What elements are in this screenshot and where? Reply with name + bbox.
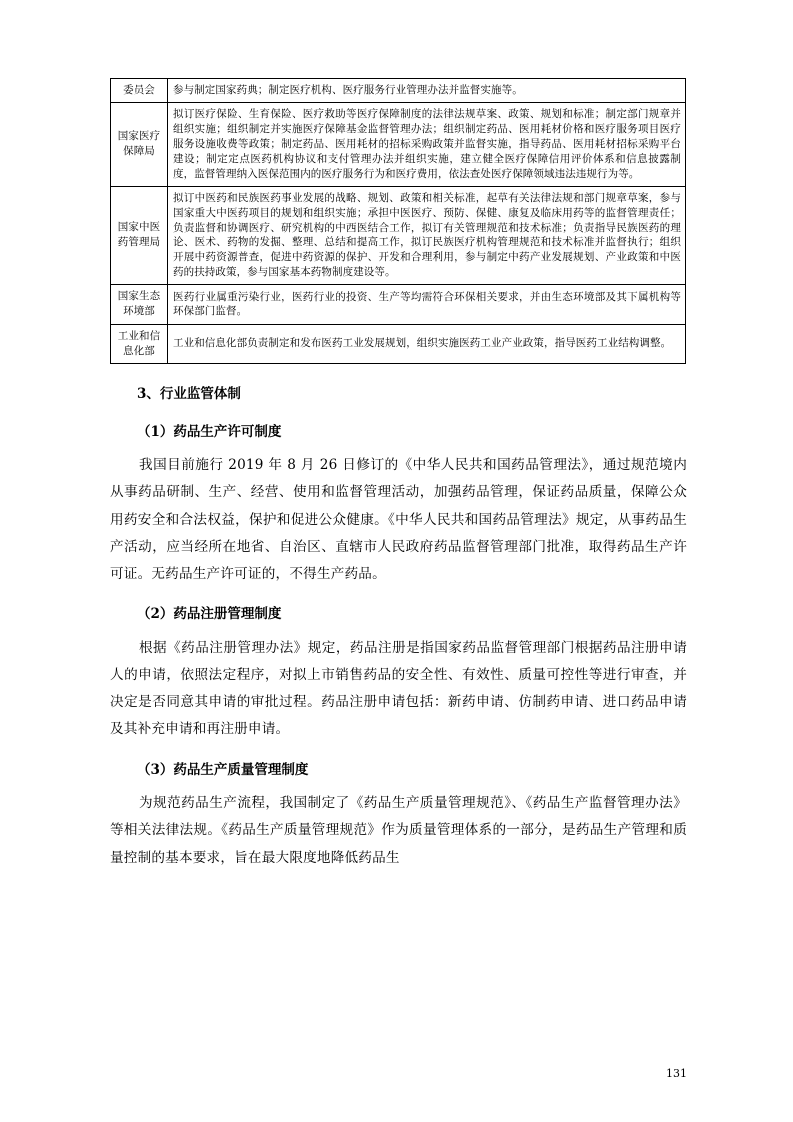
section-heading: 3、行业监管体制 — [137, 386, 241, 403]
table-cell-organization: 国家医疗保障局 — [111, 103, 168, 187]
table-cell-duty: 工业和信息化部负责制定和发布医药工业发展规划，组织实施医药工业产业政策，指导医药工业结构调整。 — [168, 324, 686, 363]
table-row — [111, 285, 686, 324]
table-row — [111, 103, 686, 187]
subsection-heading-1: （1）药品生产许可制度 — [137, 423, 282, 440]
table-cell-organization: 委员会 — [111, 79, 168, 103]
paragraph-3: 为规范药品生产流程，我国制定了《药品生产质量管理规范》、《药品生产监督管理办法》等相关法律法规。《药品生产质量管理规范》作为质量管理体系的一部分，是药品生产管理和质量控制的基本要求，旨在最大限度地降低药品生 — [110, 795, 687, 866]
table-cell-duty: 参与制定国家药典；制定医疗机构、医疗服务行业管理办法并监督实施等。 — [168, 79, 686, 103]
subsection-heading-2: （2）药品注册管理制度 — [137, 606, 282, 623]
regulatory-authorities-table — [110, 78, 686, 364]
table-cell-organization: 工业和信息化部 — [111, 324, 168, 363]
page-number: 131 — [666, 1067, 687, 1080]
table-cell-duty: 拟订中医药和民族医药事业发展的战略、规划、政策和相关标准，起草有关法律法规和部门规章草案，参与国家重大中医药项目的规划和组织实施；承担中医医疗、预防、保健、康复及临床用药等的监督管理责任；负责监督和协调医疗、研究机构的中西医结合工作，拟订有关管理规范和技术标准；负责指导民族医药的理论、医术、药物的发掘、整理、总结和提高工作，拟订民族医疗机构管理规范和技术标准并监督执行；组织开展中药资源普查，促进中药资源的保护、开发和合理利用，参与制定中药产业发展规划、产业政策和中医药的扶持政策，参与国家基本药物制度建设等。 — [168, 186, 686, 284]
paragraph-1: 我国目前施行 2019 年 8 月 26 日修订的《中华人民共和国药品管理法》，通过规范境内从事药品研制、生产、经营、使用和监督管理活动，加强药品管理，保证药品质量，保障公众用药安全和合法权益，保护和促进公众健康。《中华人民共和国药品管理法》规定，从事药品生产活动，应当经所在地省、自治区、直辖市人民政府药品监督管理部门批准，取得药品生产许可证。无药品生产许可证的，不得生产药品。 — [110, 457, 687, 582]
table-cell-organization: 国家中医药管理局 — [111, 186, 168, 284]
table-body — [111, 79, 686, 364]
table-cell-duty: 拟订医疗保险、生育保险、医疗救助等医疗保障制度的法律法规草案、政策、规划和标准；制定部门规章并组织实施；组织制定并实施医疗保障基金监督管理办法；组织制定药品、医用耗材价格和医疗服务项目医疗服务设施收费等政策；制定药品、医用耗材的招标采购政策并监督实施，指导药品、医用耗材招标采购平台建设；制定定点医药机构协议和支付管理办法并组织实施，建立健全医疗保障信用评价体系和信息披露制度，监督管理纳入医保范围内的医疗服务行为和医疗费用，依法查处医疗保障领域违法违规行为等。 — [168, 103, 686, 187]
table-row — [111, 79, 686, 103]
table-cell-duty: 医药行业属重污染行业，医药行业的投资、生产等均需符合环保相关要求，并由生态环境部及其下属机构等环保部门监督。 — [168, 285, 686, 324]
table-cell-organization: 国家生态环境部 — [111, 285, 168, 324]
table-row — [111, 186, 686, 284]
subsection-heading-3: （3）药品生产质量管理制度 — [137, 761, 309, 778]
table-row — [111, 324, 686, 363]
paragraph-2: 根据《药品注册管理办法》规定，药品注册是指国家药品监督管理部门根据药品注册申请人的申请，依照法定程序，对拟上市销售药品的安全性、有效性、质量可控性等进行审查，并决定是否同意其申请的审批过程。药品注册申请包括：新药申请、仿制药申请、进口药品申请及其补充申请和再注册申请。 — [110, 639, 687, 738]
